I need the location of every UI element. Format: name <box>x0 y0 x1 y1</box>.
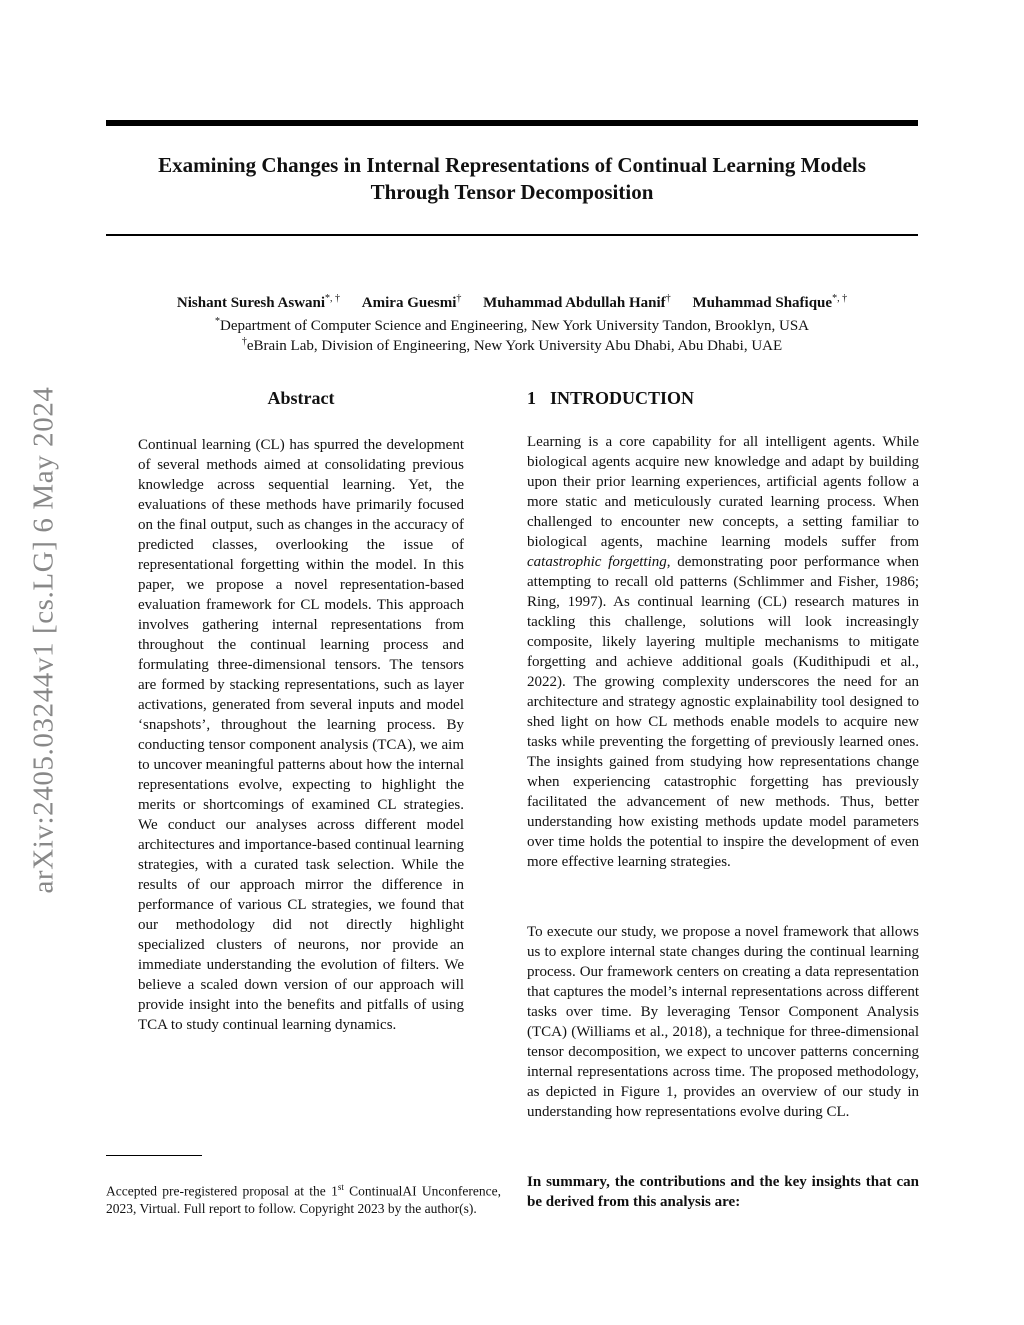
title-bottom-rule <box>106 234 918 236</box>
author-3: Muhammad Abdullah Hanif† <box>483 293 671 311</box>
affiliation-2: †eBrain Lab, Division of Engineering, New York University Abu Dhabi, Abu Dhabi, UAE <box>241 336 783 354</box>
abstract-heading: Abstract <box>267 388 335 408</box>
intro-paragraph-1: Learning is a core capability for all intelligent agents. While biological agents acquire new knowledge and adapt by building upon their prior learning experiences, artificial agents follow a more static and meticulously curated learning process. When challenged to encounter new concepts, a setting familiar to biological agents, machine learning models suffer from catastrophic forgetting, demonstrating poor performance when attempting to recall old patterns (Schlimmer and Fisher, 1986; Ring, 1997). As continual learning (CL) research matures in tackling this challenge, solutions will look increasingly composite, likely layering multiple mechanisms to mitigate forgetting and achieve additional goals (Kudithipudi et al., 2022). The growing complexity underscores the need for an architecture and strategy agnostic explainability tool designed to shed light on how CL methods enable models to acquire new tasks while preventing the forgetting of previously learned ones. The insights gained from studying how representations change when experiencing catastrophic forgetting has previously facilitated the advancement of new methods. Thus, better understanding how existing methods update model parameters over time holds the potential to inspire the development of even more effective learning strategies. <box>527 434 920 870</box>
affiliation-1: *Department of Computer Science and Engineering, New York University Tandon, Brooklyn, USA <box>215 316 809 334</box>
intro-paragraph-2: To execute our study, we propose a novel framework that allows us to explore internal state changes during the continual learning process. Our framework centers on creating a data representation that captures the model’s internal representations across different tasks over time. By leveraging Tensor Component Analysis (TCA) (Williams et al., 2018), a technique for three-dimensional tensor decomposition, we expect to uncover patterns concerning internal representations across time. The proposed methodology, as depicted in Figure 1, provides an overview of our study in understanding how representations evolve during CL. <box>527 924 919 1120</box>
author-4: Muhammad Shafique*, † <box>692 293 848 311</box>
author-2: Amira Guesmi† <box>361 293 462 311</box>
arxiv-identifier: arXiv:2405.03244v1 [cs.LG] 6 May 2024 <box>27 386 60 894</box>
term-emphasis: catastrophic forgetting <box>527 554 667 570</box>
paper-title <box>106 152 918 206</box>
section-number: 1 <box>527 388 536 408</box>
footnote: Accepted pre-registered proposal at the 1st ContinualAI Unconference, 2023, Virtual. Full report to follow. Copyright 2023 by the author(s). <box>106 1182 501 1216</box>
author-1: Nishant Suresh Aswani*, † <box>176 293 341 311</box>
title-line-1: Examining Changes in Internal Representations of Continual Learning Models <box>158 153 866 177</box>
title-top-rule <box>106 120 918 126</box>
abstract-text: Continual learning (CL) has spurred the development of several methods aimed at consolidating previous knowledge across sequential learning. Yet, the evaluations of these methods have primarily focused on the final output, such as changes in the accuracy of predicted classes, overlooking the issue of representational forgetting within the model. In this paper, we propose a novel representation-based evaluation framework for CL models. This approach involves gathering internal representations from throughout the continual learning process and formulating three-dimensional tensors. The tensors are formed by stacking representations, such as layer activations, generated from several inputs and model ‘snapshots’, throughout the learning process. By conducting tensor component analysis (TCA), we aim to uncover meaningful patterns about how the internal representations evolve, expecting to highlight the merits or shortcomings of examined CL strategies. We conduct our analyses across different model architectures and importance-based continual learning strategies, with a curated task selection. While the results of our approach mirror the difference in performance of various CL strategies, we found that our methodology did not directly highlight specialized clusters of neurons, nor provide an immediate understanding the evolution of filters. We believe a scaled down version of our approach will provide insight into the benefits and pitfalls of using TCA to study continual learning dynamics. <box>138 437 464 1033</box>
footnote-rule <box>106 1155 202 1156</box>
section-title: INTRODUCTION <box>550 388 695 408</box>
title-line-2: Through Tensor Decomposition <box>370 180 654 204</box>
author-list <box>106 288 918 314</box>
introduction-heading <box>527 388 694 409</box>
intro-paragraph-3: In summary, the contributions and the key insights that can be derived from this analysis are: <box>527 1174 919 1210</box>
